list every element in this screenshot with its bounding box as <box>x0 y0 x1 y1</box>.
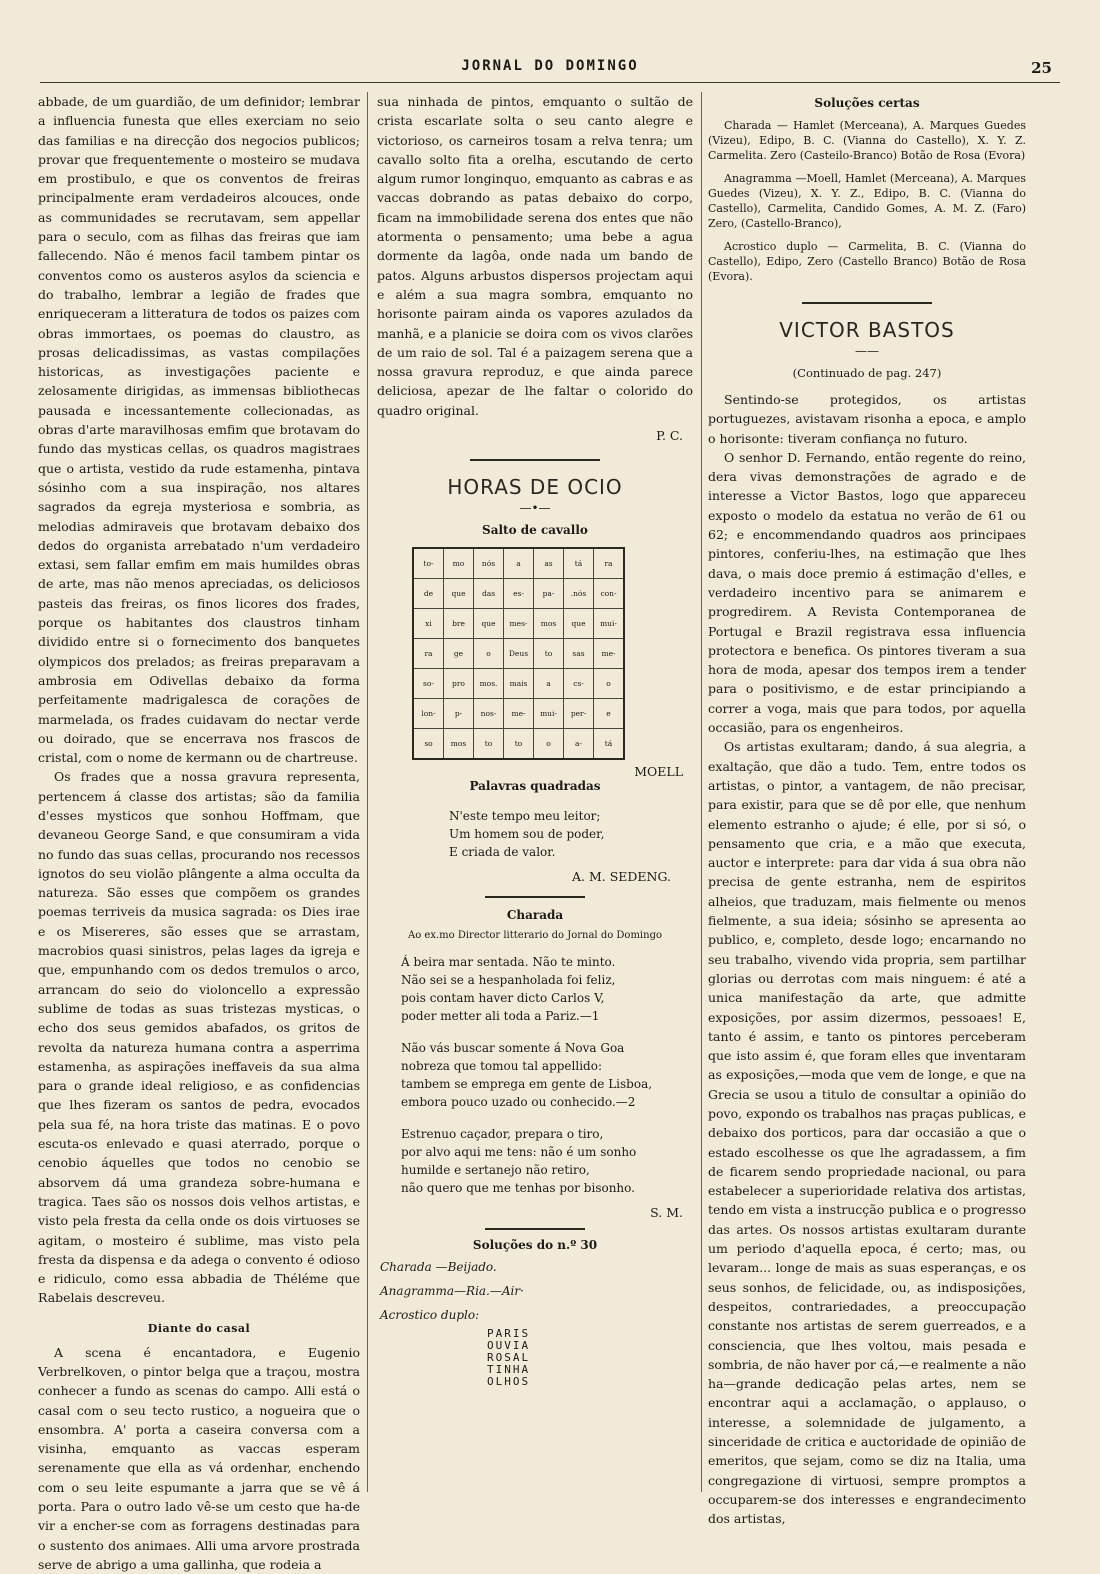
verse-line: humilde e sertanejo não retiro, <box>401 1163 590 1178</box>
verse-line: pois contam haver dicto Carlos V, <box>401 991 605 1006</box>
grid-cell: a <box>534 669 564 699</box>
solution-paragraph: Charada — Hamlet (Merceana), A. Marques Guedes (Vizeu), Edipo, B. C. (Vianna do Castello), X. Y. Z. Carmelita. Zero (Casteilo-Branco) Botão de Rosa (Evora) <box>708 119 1026 162</box>
column-2 <box>377 92 693 1388</box>
heading-ornament: —— <box>855 344 879 358</box>
verse-line: por alvo aqui me tens: não é um sonho <box>401 1145 637 1160</box>
section-heading: HORAS DE OCIO <box>447 475 623 500</box>
grid-cell: o <box>534 729 564 760</box>
article-heading: VICTOR BASTOS <box>779 318 955 342</box>
solution-line: Charada —Beijado. <box>380 1260 497 1275</box>
acrostic-block <box>487 1328 693 1388</box>
grid-cell: so <box>413 729 444 760</box>
grid-cell: de <box>413 579 444 609</box>
charada-stanza <box>401 1125 693 1197</box>
solution-paragraph: Anagramma —Moell, Hamlet (Merceana), A. Marques Guedes (Vizeu), X. Y. Z., Edipo, B. C. (Vianna do Castello), Carmelita, Candido Gomes, A. M. Z. (Faro) Zero, (Castello-Branco), <box>708 172 1026 230</box>
grid-cell: mui- <box>594 609 625 639</box>
section-rule <box>485 1228 585 1230</box>
verse-line: Não vás buscar somente á Nova Goa <box>401 1041 625 1056</box>
section-rule <box>485 896 585 898</box>
grid-cell: tá <box>594 729 625 760</box>
grid-cell: ge <box>444 639 474 669</box>
verse-line: Um homem sou de poder, <box>449 827 605 842</box>
grid-row <box>413 699 624 729</box>
grid-cell: que <box>564 609 594 639</box>
acrostic-line: ROSAL <box>487 1351 531 1365</box>
grid-cell: me- <box>504 699 534 729</box>
solution-paragraph: Acrostico duplo — Carmelita, B. C. (Vianna do Castello), Edipo, Zero (Castello Branco) Botão de Rosa (Evora). <box>708 240 1026 283</box>
grid-cell: a- <box>564 729 594 760</box>
grid-cell: mais <box>504 669 534 699</box>
grid-cell: mo <box>444 548 474 579</box>
verse-line: embora pouco uzado ou conhecido.—2 <box>401 1095 636 1110</box>
verse-line: Estrenuo caçador, prepara o tiro, <box>401 1127 604 1142</box>
grid-row <box>413 729 624 760</box>
article-paragraph: sua ninhada de pintos, emquanto o sultão de crista escarlate solta o seu canto alegre e victorioso, os carneiros tosam a relva tenra; um cavallo solto fita a orelha, escutando de certo algum rumor longinquo, emquanto as cabras e as vaccas dobrando as patas debaixo do corpo, ficam na immobilidade serena dos entes que não atormenta o pensamento; uma bebe a agua dormente da lagôa, onde nada um bando de patos. Alguns arbustos dispersos projectam aqui e além a sua magra sombra, emquanto no horisonte pairam ainda os vapores azulados da manhã, e a planicie se doira com os vivos clarões de um raio de sol. Tal é a paizagem serena que a nossa gravura reproduz, e que ainda parece deliciosa, apezar de lhe faltar o colorido do quadro original. <box>377 94 693 418</box>
puzzle-title: Salto de cavallo <box>482 523 588 538</box>
grid-cell: que <box>474 609 504 639</box>
grid-cell: que <box>444 579 474 609</box>
verse-line: tambem se emprega em gente de Lisboa, <box>401 1077 653 1092</box>
verse-line: E criada de valor. <box>449 845 556 860</box>
grid-cell: to <box>534 639 564 669</box>
article-paragraph: Os frades que a nossa gravura representa, pertencem á classe dos artistas; são da familia d'esses mysticos que sonhou Hoffmam, que devaneou George Sand, e que consumiram a vida no fundo das suas cellas, procurando nos recessos ignotos do seu violão plângente a alma occulta da natureza. São esses que compõem os grandes poemas terriveis da musica sagrada: os Dies irae e os Misereres, são esses que se arrastam, macrobios quasi sinistros, pelas lages da igreja e que, empunhando com os dedos tremulos o arco, arrancam do seio do violoncello a expressão sublime de todas as suas tristezas mysticas, o echo dos seus gemidos abafados, os gritos de revolta da natureza humana contra a asperrima estamenha, as aspirações ineffaveis da sua alma para o grande ideal religioso, e as confidencias que lhes fizeram os santos de pedra, evocados pela sua fé, na hora triste das matinas. E o povo escuta-os enlevado e quasi aterrado, porque o cenobio áquelles que todos no cenobio se absorvem dá uma grandeza sobre-humana e tragica. Taes são os nossos dois velhos artistas, e visto pela fresta da cella onde os dois virtuoses se agitam, o mosteiro é sublime, mas visto pela fresta da dispensa e da adega o convento é odioso e ridiculo, como essa abbadia de Théléme que Rabelais descreveu. <box>38 769 360 1306</box>
column-divider <box>701 92 702 1492</box>
grid-cell: to <box>474 729 504 760</box>
section-subheading: Diante do casal <box>147 1321 251 1335</box>
grid-cell: tá <box>564 548 594 579</box>
grid-cell: so- <box>413 669 444 699</box>
grid-cell: xi <box>413 609 444 639</box>
grid-cell: con- <box>594 579 625 609</box>
grid-cell: lon- <box>413 699 444 729</box>
grid-row <box>413 579 624 609</box>
verse-line: N'este tempo meu leitor; <box>449 809 601 824</box>
author-signature: P. C. <box>656 428 683 444</box>
verse-line: Á beira mar sentada. Não te minto. <box>401 955 616 970</box>
grid-cell: nos- <box>474 699 504 729</box>
grid-cell: p- <box>444 699 474 729</box>
article-paragraph: A scena é encantadora, e Eugenio Verbrelkoven, o pintor belga que a traçou, mostra conhecer a fundo as scenas do campo. Alli está o casal com o seu tecto rustico, a nogueira que o ensombra. A' porta a caseira conversa com a visinha, emquanto as vaccas esperam serenamente que ella as vá ordenhar, enchendo com o seu leite espumante a jarra que se vê á porta. Para o outro lado vê-se um cesto que ha-de vir a encher-se com as forragens destinadas para o sustento dos animaes. Alli uma arvore prostrada serve de abrigo a uma gallinha, que rodeia a <box>38 1344 360 1572</box>
grid-cell: mui- <box>534 699 564 729</box>
column-divider <box>367 92 368 1492</box>
grid-row <box>413 669 624 699</box>
column-3 <box>708 92 1026 1529</box>
article-paragraph: O senhor D. Fernando, então regente do reino, dera vivas demonstrações de agrado e de interesse a Victor Bastos, logo que appareceu exposto o modelo da estatua no verão de 61 ou 62; e encommendando quadros aos principaes pintores, conferiu-lhes, na estimação que lhes dava, o mais doce premio á estimação d'elles, e verdadeiro incentivo para se animarem e progredirem. A Revista Contemporanea de Portugal e Brazil registrava essa influencia protectora e benefica. Os pintores tiveram a sua hora de moda, apesar dos tempos irem a tender para o positivismo, e de estar principiando a correr a voga, mais que para todos, por aquella occasião, para os engenheiros. <box>708 449 1026 736</box>
charada-stanza <box>401 1039 693 1111</box>
grid-cell: ra <box>594 548 625 579</box>
grid-cell: nós <box>474 548 504 579</box>
article-paragraph: Os artistas exultaram; dando, á sua alegria, a exaltação, que dão a tudo. Tem, entre todos os artistas, o pintor, a vantagem, de não precisar, para existir, para que se dê por elle, que nenhum elemento estranho o ajude; é elle, por si só, o pensamento que cria, e a mão que executa, auctor e interprete: para dar vida á sua obra não precisa de gente estranha, nem de espiritos alheios, que traduzam, mais fielmente ou menos fielmente, a sua ideia; sósinho se apresenta ao publico, e, completo, desde logo; encarnando no seu trabalho, vivendo vida propria, sem partilhar glorias ou derrotas com mais ninguem: é até a unica manifestação da arte, que admitte exposições, por assim dizermos, pessoaes! E, tanto é assim, e tanto os pintores perceberam que isto assim é, que foram elles que inventaram as exposições,—moda que vem de longe, e que na Grecia se usou a titulo de consultar a opinião do povo, expondo os trabalhos nas praças publicas, e debaixo dos porticos, para dar occasião a que o estado escolhesse os que lhe agradassem, a fim de ficarem sendo propriedade nacional, ou para estabelecer a superioridade relativa dos artistas, tendo em vista a instrucção publica e o progresso das artes. Os nossos artistas exultaram durante um periodo d'aquella epoca, é certo; mas, ou levaram... longe de mais as suas esperanças, e os seus sonhos, de felicidade, ou, as indisposições, despeitos, contrariedades, a preoccupação constante nos artistas de serem guerreados, e a consciencia, que lhes voltou, mais pesada e sombria, de não haver por cá,—e realmente a não ha—grande dedicação pelas artes, nem se encontrar aqui a acclamação, o applauso, o interesse, a solemnidade de julgamento, a sinceridade de critica e auctoridade de opinião de emeritos, que sejam, como se diz na Italia, uma congregazione di virtuosi, sempre promptos a occuparem-se dos interesses e engrandecimento dos artistas, <box>708 739 1026 1527</box>
acrostic-line: OLHOS <box>487 1375 531 1389</box>
solutions-title: Soluções do n.º 30 <box>472 1238 598 1253</box>
grid-cell: .nós <box>564 579 594 609</box>
grid-cell: to- <box>413 548 444 579</box>
grid-cell: me- <box>594 639 625 669</box>
grid-row <box>413 639 624 669</box>
heading-ornament: —•— <box>519 501 551 516</box>
page-number: 25 <box>1031 59 1052 77</box>
grid-cell: es- <box>504 579 534 609</box>
grid-cell: as <box>534 548 564 579</box>
grid-cell: pa- <box>534 579 564 609</box>
column-1 <box>38 92 360 1574</box>
grid-row <box>413 609 624 639</box>
acrostic-line: OUVIA <box>487 1339 531 1353</box>
solutions-title: Soluções certas <box>814 96 920 110</box>
verse-line: nobreza que tomou tal appellido: <box>401 1059 602 1074</box>
verse-line: Não sei se a hespanholada foi feliz, <box>401 973 616 988</box>
grid-cell: mos. <box>474 669 504 699</box>
grid-cell: to <box>504 729 534 760</box>
grid-cell: o <box>594 669 625 699</box>
solution-line: Anagramma—Ria.—Air· <box>380 1284 524 1299</box>
grid-cell: Deus <box>504 639 534 669</box>
dedication: Ao ex.mo Director litterario do Jornal do Domingo <box>408 930 662 942</box>
verse-line: não quero que me tenhas por bisonho. <box>401 1181 635 1196</box>
puzzle-title: Palavras quadradas <box>469 779 601 794</box>
knight-tour-grid <box>412 547 625 760</box>
grid-cell: o <box>474 639 504 669</box>
acrostic-line: PARIS <box>487 1327 531 1341</box>
grid-cell: bre <box>444 609 474 639</box>
author-signature: S. M. <box>650 1205 683 1221</box>
acrostic-line: TINHA <box>487 1363 531 1377</box>
puzzle-title: Charada <box>506 908 564 923</box>
grid-cell: ra <box>413 639 444 669</box>
grid-cell: per- <box>564 699 594 729</box>
author-signature: MOELL <box>634 764 683 780</box>
grid-cell: a <box>504 548 534 579</box>
section-rule <box>470 459 600 461</box>
verse-line: poder metter ali toda a Pariz.—1 <box>401 1009 600 1024</box>
newspaper-title: JORNAL DO DOMINGO <box>461 58 639 74</box>
charada-stanza <box>401 953 693 1025</box>
grid-cell: das <box>474 579 504 609</box>
grid-cell: mes- <box>504 609 534 639</box>
puzzle-verse <box>449 807 693 861</box>
grid-cell: e <box>594 699 625 729</box>
continuation-note: (Continuado de pag. 247) <box>792 366 942 380</box>
article-paragraph: abbade, de um guardião, de um definidor; lembrar a influencia funesta que elles exerciam no seio das familias e na direcção dos negocios publicos; provar que frequentemente o mosteiro se mudava em prostibulo, e que os conventos de freiras principalmente eram verdadeiros alcouces, onde as communidades se recrutavam, sem appellar para o seculo, com as filhas das freiras que iam fallecendo. Não é menos facil tambem pintar os conventos como os austeros asylos da sciencia e do trabalho, lembrar a legião de frades que enriqueceram a litteratura de todos os paizes com obras immortaes, os poemas do claustro, as prosas delicadissimas, as vastas compilações historicas, as investigações paciente e zelosamente dirigidas, as immensas bibliothecas pausada e incessantemente collecionadas, as obras d'arte maravilhosas emfim que brotavam do fundo das mysticas cellas, os quadros magistraes que o artista, vestido da rude estamenha, pintava sósinho com a sua inspiração, nos altares sagrados da egreja mysteriosa e sombria, as melodias admiraveis que brotavam debaixo dos dedos do organista arrebatado n'um verdadeiro extasi, sem fallar emfim em mais humildes obras de arte, mas não menos apreciadas, os deliciosos pasteis das freiras, os finos licores dos frades, porque os habitantes dos claustros tinham dividido entre si o fornecimento dos banquetes olympicos dos prelados; as freiras preparavam a ambrosia em Odivellas debaixo da forma perfeitamente madrigalesca de corações de marmelada, os frades cuidavam do nectar verde ou doirado, que se encerrava nos frascos de cristal, com o nome de kermann ou de chartreuse. <box>38 94 360 766</box>
author-signature: A. M. SEDENG. <box>571 869 671 885</box>
masthead <box>40 56 1060 83</box>
section-rule <box>802 302 932 304</box>
grid-cell: pro <box>444 669 474 699</box>
grid-cell: mos <box>534 609 564 639</box>
article-paragraph: Sentindo-se protegidos, os artistas portuguezes, avistavam risonha a epoca, e amplo o horisonte: tiveram confiança no futuro. <box>708 392 1026 446</box>
grid-cell: cs- <box>564 669 594 699</box>
grid-cell: mos <box>444 729 474 760</box>
solution-line: Acrostico duplo: <box>380 1308 480 1323</box>
grid-cell: sas <box>564 639 594 669</box>
grid-row <box>413 548 624 579</box>
